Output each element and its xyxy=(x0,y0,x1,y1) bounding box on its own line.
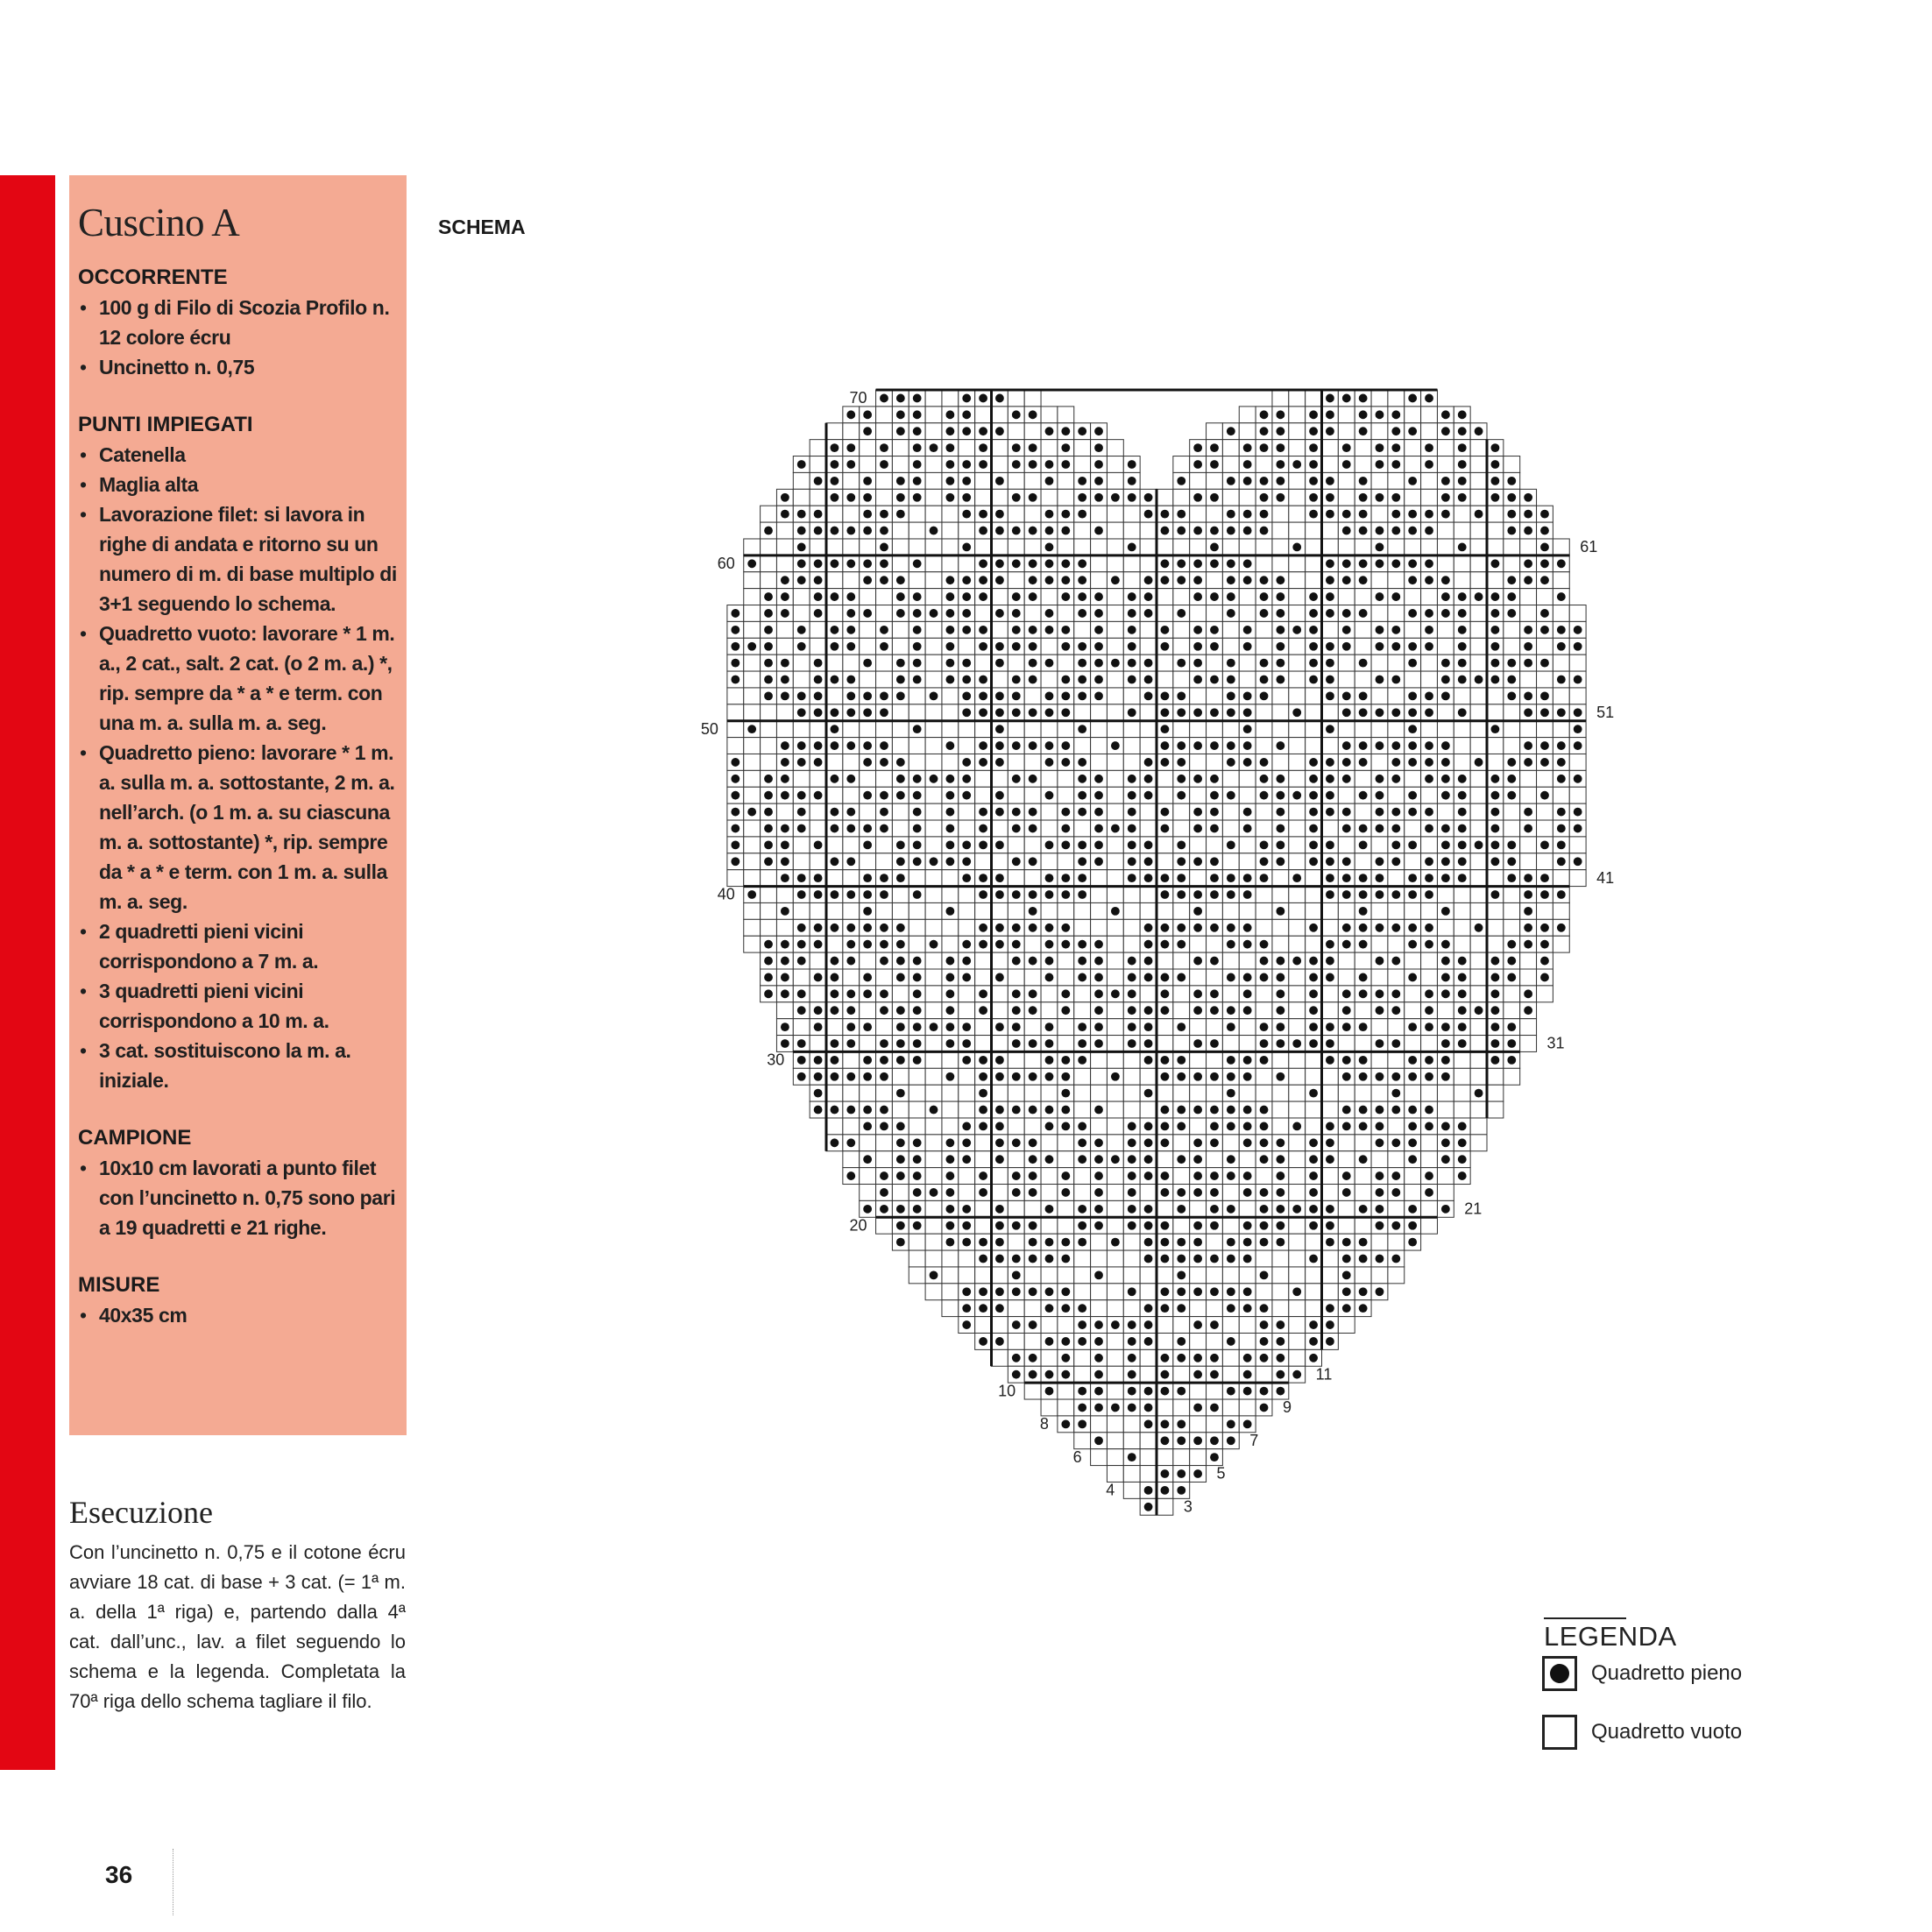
legend-title: LEGENDA xyxy=(1544,1621,1677,1652)
row-number-label: 5 xyxy=(1216,1464,1226,1483)
row-number-label: 70 xyxy=(849,389,867,407)
row-number-label: 7 xyxy=(1249,1431,1259,1449)
row-number-label: 10 xyxy=(998,1382,1016,1400)
schema-title: SCHEMA xyxy=(438,216,526,238)
list-item: • 40x35 cm xyxy=(78,1300,398,1330)
list-item: • 100 g di Filo di Scozia Profilo n. 12 colore écru xyxy=(78,293,398,352)
legend-label-filled: Quadretto pieno xyxy=(1591,1661,1743,1685)
row-number-label: 9 xyxy=(1282,1398,1292,1417)
list-item: • 2 quadretti pieni vicini corrispondono a 7 m. a. xyxy=(78,916,398,976)
row-number-label: 8 xyxy=(1039,1415,1049,1433)
row-number-label: 31 xyxy=(1546,1034,1565,1052)
section-title: CAMPIONE xyxy=(78,1126,192,1150)
section-title: OCCORRENTE xyxy=(78,265,228,289)
row-number-label: 11 xyxy=(1315,1365,1333,1384)
legend-item-filled xyxy=(1542,1656,1742,1691)
row-number-label: 3 xyxy=(1183,1497,1192,1516)
execution-text: Con l’uncinetto n. 0,75 e il cotone écru avviare 18 cat. di base + 3 cat. (= 1ª m. a. della 1ª riga) e, partendo dalla 4ª cat. dall’unc., lav. a filet seguendo lo schema e la legenda. Completata la 70ª riga dello schema tagliare il filo. xyxy=(69,1541,406,1712)
page-number: 36 xyxy=(105,1861,133,1888)
row-number-label: 41 xyxy=(1596,868,1615,887)
list-item: • 3 cat. sostituiscono la m. a. iniziale. xyxy=(78,1036,398,1095)
section-title: MISURE xyxy=(78,1273,160,1297)
list-item: • Quadretto vuoto: lavorare * 1 m. a., 2 cat., salt. 2 cat. (o 2 m. a.) *, rip. sempre da * a * e term. con una m. a. sulla m. a. seg. xyxy=(78,619,398,738)
pattern-title: Cuscino A xyxy=(78,201,240,244)
empty-square-icon xyxy=(1542,1715,1577,1750)
section-title: PUNTI IMPIEGATI xyxy=(78,413,253,436)
row-number-label: 4 xyxy=(1106,1481,1115,1499)
list-item: • 3 quadretti pieni vicini corrispondono a 10 m. a. xyxy=(78,976,398,1036)
list-item: • Uncinetto n. 0,75 xyxy=(78,352,398,382)
list-item: • Catenella xyxy=(78,440,398,470)
row-number-label: 60 xyxy=(717,554,735,572)
list-item: • Lavorazione filet: si lavora in righe di andata e ritorno su un numero di m. di base multiplo di 3+1 seguendo lo schema. xyxy=(78,499,398,619)
list-item: • Maglia alta xyxy=(78,470,398,499)
list-item: • 10x10 cm lavorati a punto filet con l’uncinetto n. 0,75 sono pari a 19 quadretti e 21 righe. xyxy=(78,1153,398,1242)
row-number-label: 6 xyxy=(1072,1447,1082,1466)
row-number-label: 21 xyxy=(1464,1200,1483,1218)
row-number-label: 61 xyxy=(1580,538,1598,556)
execution-title: Esecuzione xyxy=(69,1495,213,1530)
row-number-label: 40 xyxy=(717,885,735,903)
legend-label-empty: Quadretto vuoto xyxy=(1591,1720,1743,1744)
list-item: • Quadretto pieno: lavorare * 1 m. a. sulla m. a. sottostante, 2 m. a. nell’arch. (o 1 m. a. su ciascuna m. a. sottostante) *, rip. sempre da * a * e term. con 1 m. a. sulla m. a. seg. xyxy=(78,738,398,916)
row-number-label: 50 xyxy=(700,719,718,738)
filled-square-dot-icon xyxy=(1542,1656,1577,1691)
legend-item-empty xyxy=(1542,1715,1742,1750)
row-number-label: 20 xyxy=(849,1216,867,1235)
row-number-label: 30 xyxy=(767,1051,785,1069)
legend-rule xyxy=(1544,1617,1626,1619)
row-number-label: 51 xyxy=(1596,703,1615,721)
